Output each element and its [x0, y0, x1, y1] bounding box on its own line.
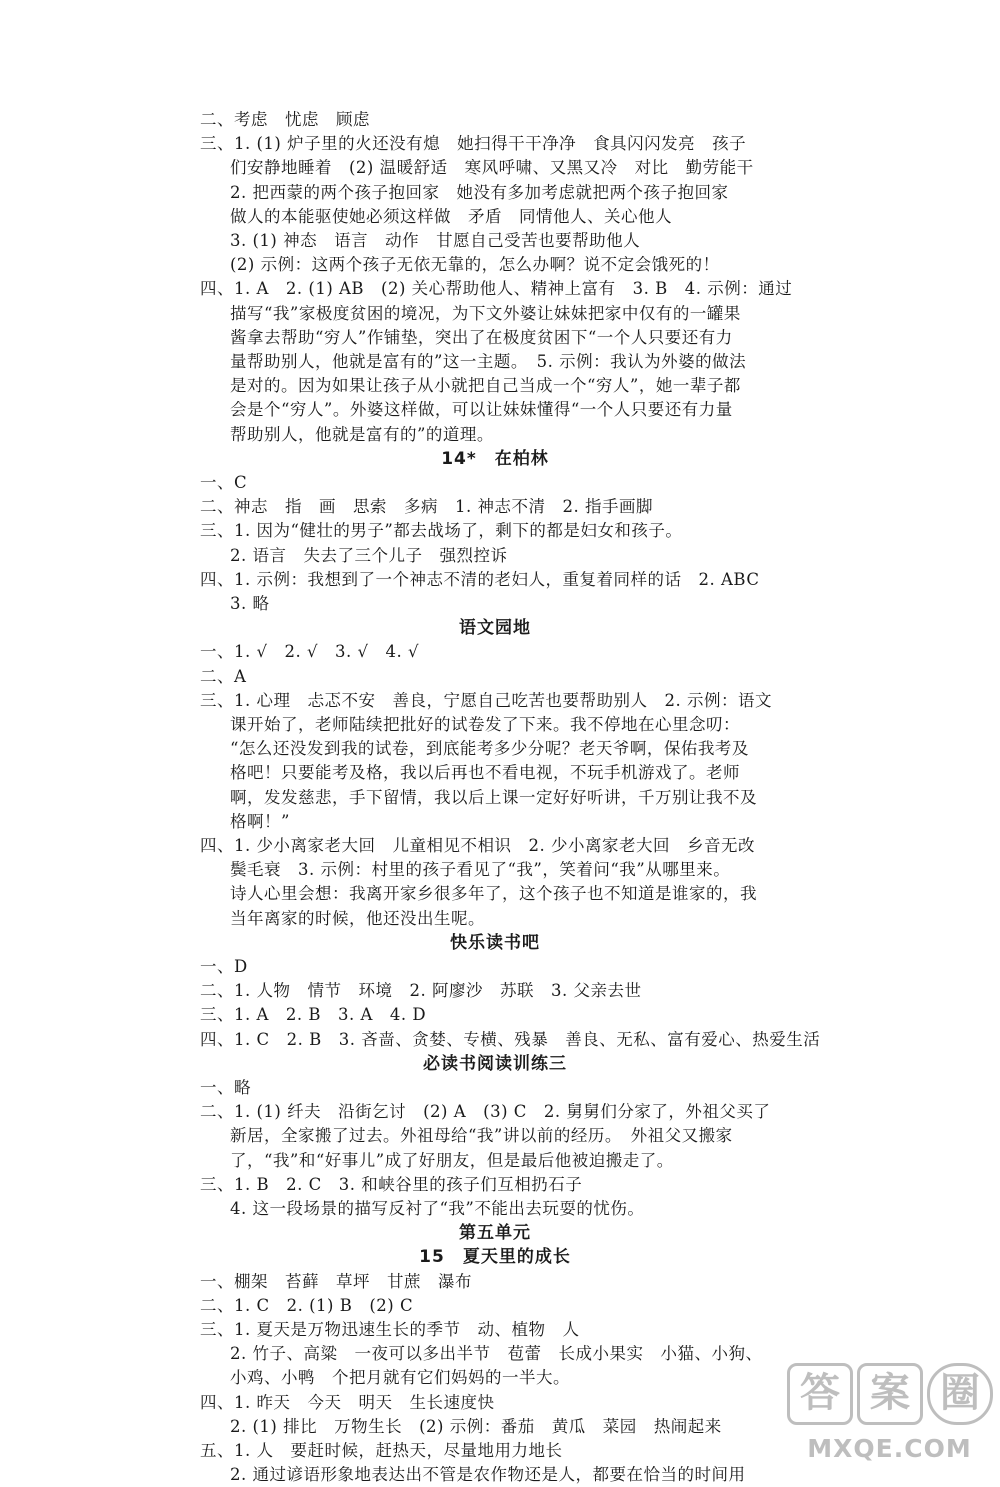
- answer-line: 二、考虑 忧虑 顾虑: [200, 110, 370, 129]
- answer-line: 们安静地睡着 (2) 温暖舒适 寒风呼啸、又黑又冷 对比 勤劳能干: [230, 158, 754, 178]
- answer-line: 啊，发发慈悲，手下留情，我以后上课一定好好听讲，千万别让我不及: [230, 787, 757, 807]
- answer-line: 三、1. A 2. B 3. A 4. D: [200, 1005, 427, 1025]
- answer-line: “怎么还没发到我的试卷，到底能考多少分呢？老天爷啊，保佑我考及: [230, 739, 749, 759]
- answer-line: 四、1. 昨天 今天 明天 生长速度快: [200, 1392, 495, 1412]
- watermark-char: 答: [787, 1363, 853, 1425]
- watermark-char: 圈: [927, 1363, 993, 1425]
- answer-line: 酱拿去帮助“穷人”作铺垫，突出了在极度贫困下“一个人只要还有力: [230, 327, 733, 347]
- section-heading: 15 夏天里的成长: [419, 1247, 571, 1268]
- answer-line: (2) 示例：这两个孩子无依无靠的，怎么办啊？说不定会饿死的！: [230, 255, 720, 275]
- answer-line: 一、C: [200, 473, 248, 492]
- section-heading: 第五单元: [459, 1223, 531, 1244]
- answer-line: 二、1. C 2. (1) B (2) C: [200, 1295, 414, 1315]
- answer-line: 小鸡、小鸭 个把月就有它们妈妈的一半大。: [230, 1368, 570, 1388]
- answer-line: 了，“我”和“好事儿”成了好朋友，但是最后他被迫搬走了。: [230, 1150, 674, 1170]
- answer-line: 一、D: [200, 957, 248, 976]
- answer-line: 二、1. 人物 情节 环境 2. 阿廖沙 苏联 3. 父亲去世: [200, 981, 642, 1001]
- answer-line: 量帮助别人，他就是富有的”这一主题。 5. 示例：我认为外婆的做法: [230, 352, 747, 371]
- answer-line: 2. 竹子、高粱 一夜可以多出半节 苞蕾 长成小果实 小猫、小狗、: [230, 1344, 763, 1364]
- answer-line: 2. (1) 排比 万物生长 (2) 示例：番茄 黄瓜 菜园 热闹起来: [230, 1416, 722, 1436]
- answer-line: 鬓毛衰 3. 示例：村里的孩子看见了“我”，笑着问“我”从哪里来。: [230, 860, 731, 880]
- answer-line: 二、1. (1) 纤夫 沿街乞讨 (2) A (3) C 2. 舅舅们分家了，外祖父买了: [200, 1102, 771, 1122]
- answer-line: 课开始了，老师陆续把批好的试卷发了下来。我不停地在心里念叨：: [230, 715, 740, 734]
- answer-line: 三、1. 夏天是万物迅速生长的季节 动、植物 人: [200, 1320, 580, 1339]
- answer-line: 是对的。因为如果让孩子从小就把自己当成一个“穷人”，她一辈子都: [230, 376, 741, 396]
- answer-line: 二、神志 指 画 思索 多病 1. 神志不清 2. 指手画脚: [200, 497, 653, 517]
- answer-line: 做人的本能驱使她必须这样做 矛盾 同情他人、关心他人: [230, 206, 672, 226]
- answer-line: 四、1. C 2. B 3. 吝啬、贪婪、专横、残暴 善良、无私、富有爱心、热爱生活: [200, 1029, 821, 1049]
- answer-line: 3. (1) 神态 语言 动作 甘愿自己受苦也要帮助他人: [230, 231, 641, 250]
- answer-line: 新居，全家搬了过去。外祖母给“我”讲以前的经历。 外祖父又搬家: [230, 1126, 733, 1146]
- answer-line: 3. 略: [230, 594, 270, 613]
- watermark-char: 案: [857, 1363, 923, 1425]
- answer-line: 三、1. 因为“健壮的男子”都去战场了，剩下的都是妇女和孩子。: [200, 521, 683, 541]
- answer-line: 一、棚架 苔藓 草坪 甘蔗 瀑布: [200, 1271, 472, 1291]
- answer-line: 格吧！只要能考及格，我以后再也不看电视，不玩手机游戏了。老师: [230, 763, 740, 783]
- answer-line: 四、1. A 2. (1) AB (2) 关心帮助他人、精神上富有 3. B 4. 示例：通过: [200, 279, 793, 299]
- section-heading: 必读书阅读训练三: [423, 1053, 567, 1074]
- answer-line: 2. 通过谚语形象地表达出不管是农作物还是人，都要在恰当的时间用: [230, 1465, 746, 1485]
- answer-line: 三、1. 心理 忐忑不安 善良，宁愿自己吃苦也要帮助别人 2. 示例：语文: [200, 690, 772, 710]
- section-heading: 14* 在柏林: [441, 448, 549, 469]
- answer-line: 会是个“穷人”。外婆这样做，可以让妹妹懂得“一个人只要还有力量: [230, 400, 733, 420]
- watermark-url: MXQE.COM: [807, 1434, 972, 1463]
- answer-line: 当年离家的时候，他还没出生呢。: [230, 908, 485, 928]
- answer-line: 4. 这一段场景的描写反衬了“我”不能出去玩耍的忧伤。: [230, 1199, 645, 1218]
- answer-line: 2. 语言 失去了三个儿子 强烈控诉: [230, 545, 508, 565]
- section-heading: 语文园地: [459, 618, 531, 639]
- answer-line: 格啊！”: [230, 811, 290, 831]
- answer-line: 一、1. √ 2. √ 3. √ 4. √: [200, 642, 420, 662]
- watermark-logo: [787, 1363, 992, 1463]
- answer-line: 三、1. (1) 炉子里的火还没有熄 她扫得干干净净 食具闪闪发亮 孩子: [200, 134, 747, 154]
- section-heading: 快乐读书吧: [450, 932, 540, 953]
- answer-line: 四、1. 示例：我想到了一个神志不清的老妇人，重复着同样的话 2. ABC: [200, 569, 760, 589]
- answer-line: 二、A: [200, 666, 247, 686]
- answer-line: 四、1. 少小离家老大回 儿童相见不相识 2. 少小离家老大回 乡音无改: [200, 836, 755, 855]
- answer-line: 描写“我”家极度贫困的境况，为下文外婆让妹妹把家中仅有的一罐果: [230, 303, 741, 323]
- answer-line: 五、1. 人 要赶时候，赶热天，尽量地用力地长: [200, 1441, 563, 1460]
- answer-line: 诗人心里会想：我离开家乡很多年了，这个孩子也不知道是谁家的，我: [230, 884, 757, 904]
- answer-line: 三、1. B 2. C 3. 和峡谷里的孩子们互相扔石子: [200, 1174, 583, 1194]
- answer-line: 帮助别人，他就是富有的”的道理。: [230, 424, 494, 444]
- answer-line: 2. 把西蒙的两个孩子抱回家 她没有多加考虑就把两个孩子抱回家: [230, 182, 729, 202]
- answer-line: 一、略: [200, 1078, 251, 1097]
